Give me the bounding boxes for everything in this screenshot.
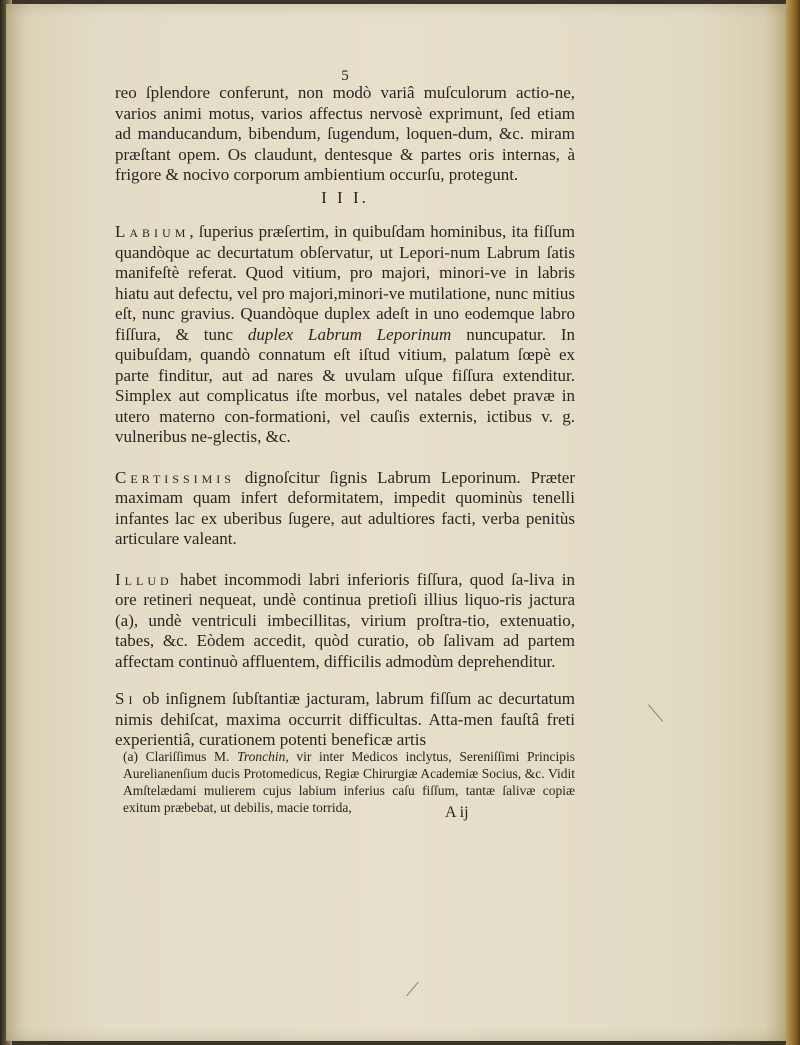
paragraph-lead-word: Si [115,689,137,708]
emphasis-term: duplex Labrum Leporinum [247,324,452,344]
paragraph-intro [115,83,575,186]
paragraph-text: nuncupatur. In quibuſdam, quandò connatum eſt iſtud vitium, palatum ſœpè ex parte finditur, aut ad nares & uvulam uſque fiſſura extenditur. Simplex aut complicatus iſte morbus, vel natales debet pravæ in utero materno con-formationi, vel cauſis externis, ictibus v. g. vulneribus ne-glectis, &c. [115,324,576,446]
footnote-text: , vir inter Medicos inclytus, Sereniſſimi Principis Aurelianenſium ducis Protomedicus, Regiæ Chirurgiæ Academiæ Socius, &c. Vidit Amſtelædami mulierem cujus labium inferius caſu fiſſum, tantæ ſalivæ copiæ exitum præbebat, ut debilis, macie torrida, [123,749,575,815]
paragraph-si [115,689,575,751]
section-heading: I I I. [321,187,369,207]
paragraph-lead-word: Certissimis [115,467,235,487]
main-text [115,66,575,751]
footnote-name: Tronchin [237,749,286,764]
signature-mark: A ij [445,804,469,821]
paragraph-illud [115,570,575,673]
paragraph-lead-word: Illud [115,569,173,589]
paragraph-text: ob inſignem ſubſtantiæ jacturam, labrum fiſſum ac decurtatum nimis dehiſcat, maxima occurrit difficultas. Atta-men fauſtâ freti experientiâ, curationem potenti beneficæ artis [115,689,575,749]
paragraph-gap [115,448,575,468]
paragraph-gap [115,550,575,570]
paragraph-gap [115,672,575,689]
paragraph-text: , ſuperius præſertim, in quibuſdam hominibus, ita fiſſum quandòque ac decurtatum obſervatur, ut Lepori-num Labrum ſatis manifeſtè referat. Quod vitium, pro majori, minori-ve in labris hiatu aut defectu, vel pro majori,minori-ve mutilatione, nunc mitius eſt, nunc gravius. Quandòque duplex adeſt in uno eodemque labro fiſſura, & tunc [115,222,575,344]
page-edge [786,0,800,1045]
footnote [123,748,575,816]
paragraph-intro-text: reo ſplendore conferunt, non modò variâ muſculorum actio-ne, varios animi motus, varios affectus nervosè exprimunt, ſed etiam ad manducandum, bibendum, ſugendum, loquen-dum, &c. miram præſtant opem. Os claudunt, dentesque & partes oris internas, à frigore & nocivo corporum ambientium occurſu, protegunt. [115,83,575,184]
paragraph-text: habet incommodi labri inferioris fiſſura, quod ſa-liva in ore retineri nequeat, undè continua pretioſi illius liquo-ris jactura (a), undè ventriculi imbecillitas, virium proſtra-tio, extenuatio, tabes, &c. Eòdem accedit, quòd curatio, ob ſalivam ad partem affectam continuò affluentem, difficilis admodùm deprehenditur. [115,569,575,671]
paragraph-lead-word: Labium [115,222,190,241]
paragraph-text: dignoſcitur ſignis Labrum Leporinum. Præter maximam quam infert deformitatem, impedit quominùs tenelli infantes lac ex uberibus ſugere, aut adultiores facti, verba penitùs articulare valeant. [115,467,575,548]
footnote-text: (a) Clariſſimus M. [123,749,238,764]
paragraph-certissimis [115,468,575,550]
page-number: 5 [341,68,349,84]
paragraph-labium [115,222,575,448]
